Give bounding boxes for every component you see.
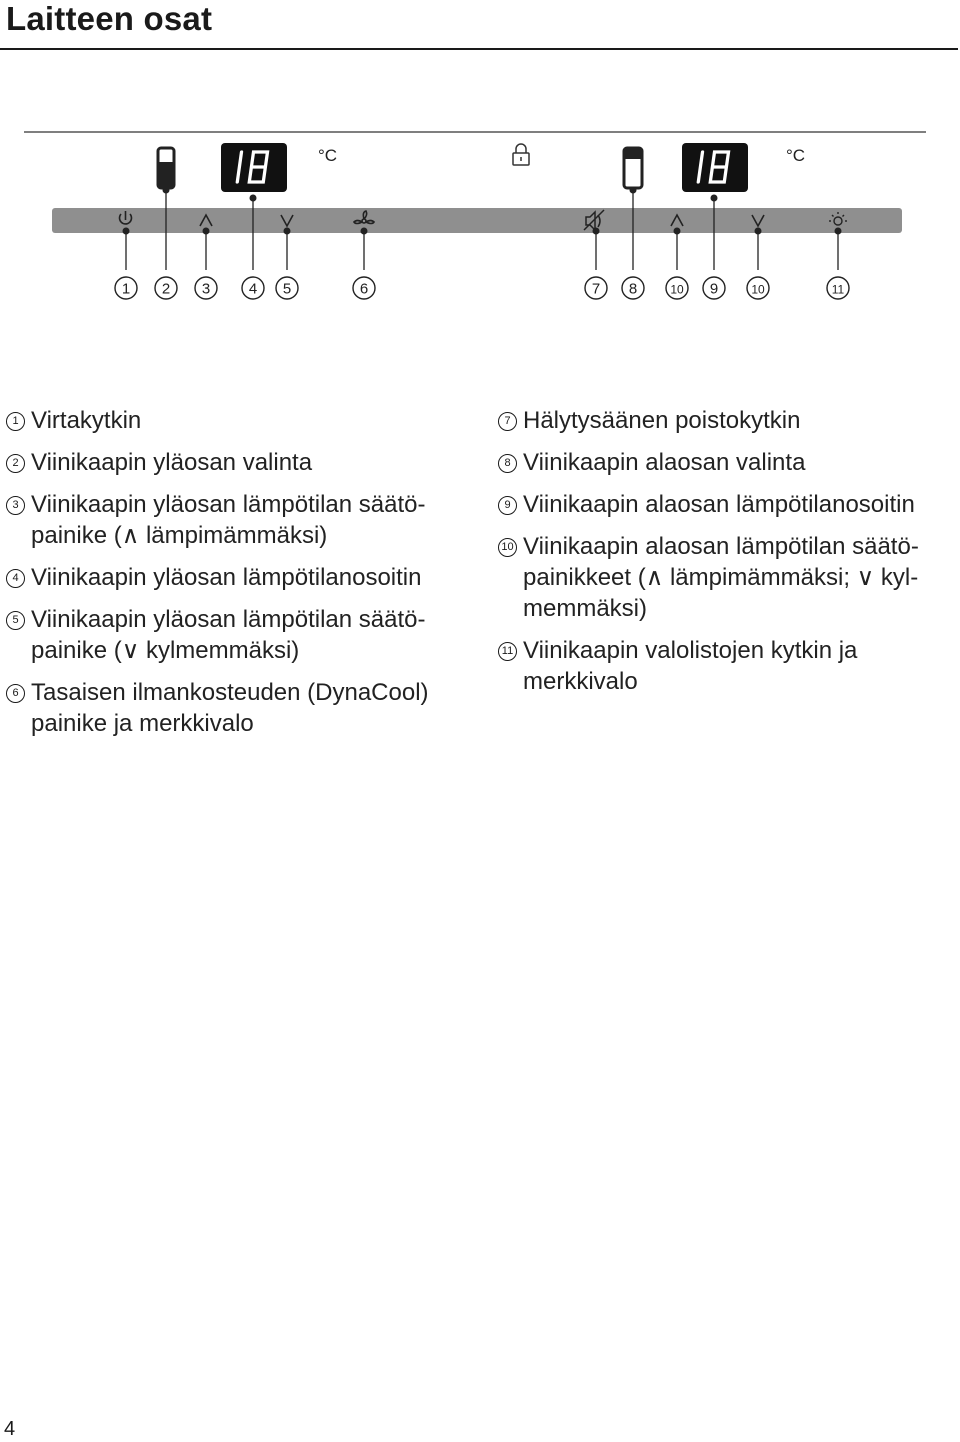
title-divider (0, 48, 958, 50)
legend-item-9 (498, 489, 958, 520)
callout-number: 11 (831, 282, 845, 297)
legend-text: Viinikaapin yläosan lämpötilan säätö- painike (∨ kylmemmäksi) (31, 606, 426, 664)
legend-text: Viinikaapin alaosan lämpötilan säätö- painikkeet (∧ lämpimämmäksi; ∨ kyl- memmäksi) (523, 533, 919, 622)
legend-item-11 (498, 635, 958, 697)
callout-marker: 5 (6, 611, 25, 630)
callout-number: 5 (282, 280, 292, 298)
callout-marker: 3 (6, 496, 25, 515)
lower-zone-indicator-icon (624, 148, 642, 188)
callout-number: 8 (628, 280, 638, 298)
legend-text: Tasaisen ilmankosteuden (DynaCool) painike ja merkkivalo (31, 679, 429, 737)
callout-marker: 1 (6, 412, 25, 431)
callout-marker: 7 (498, 412, 517, 431)
lower-celsius-unit: °C (786, 146, 806, 165)
callout-number: 2 (161, 280, 171, 298)
legend-item-6 (6, 677, 476, 739)
legend-text: Viinikaapin yläosan lämpötilan säätö- painike (∧ lämpimämmäksi) (31, 491, 426, 549)
legend-text: Viinikaapin alaosan lämpötilanosoitin (523, 491, 915, 518)
legend-item-2 (6, 447, 476, 478)
callout-number: 1 (121, 280, 131, 298)
legend-right-column (498, 405, 958, 708)
legend-text: Viinikaapin alaosan valinta (523, 449, 806, 476)
callout-marker: 8 (498, 454, 517, 473)
callout-number: 9 (709, 280, 719, 298)
control-panel-diagram (0, 120, 960, 310)
callout-marker: 11 (498, 642, 517, 661)
page-title: Laitteen osat (6, 0, 213, 37)
upper-zone-indicator-icon (158, 148, 174, 188)
callout-number: 6 (359, 280, 369, 298)
legend-item-5 (6, 604, 476, 666)
legend-item-7 (498, 405, 958, 436)
callout-number: 10 (670, 282, 684, 297)
callout-marker: 10 (498, 538, 517, 557)
legend-text: Viinikaapin yläosan valinta (31, 449, 313, 476)
page-number: 4 (4, 1418, 16, 1440)
legend-item-10 (498, 531, 958, 624)
callout-number: 3 (201, 280, 211, 298)
callout-number: 7 (591, 280, 601, 298)
legend-item-4 (6, 562, 476, 593)
callout-number: 4 (248, 280, 258, 298)
upper-celsius-unit: °C (318, 146, 338, 165)
callout-number: 10 (751, 282, 765, 297)
legend-text: Virtakytkin (31, 407, 142, 434)
legend-text: Viinikaapin yläosan lämpötilanosoitin (31, 564, 422, 591)
legend-item-3 (6, 489, 476, 551)
callout-marker: 9 (498, 496, 517, 515)
callout-marker: 2 (6, 454, 25, 473)
legend-item-8 (498, 447, 958, 478)
legend-item-1 (6, 405, 476, 436)
legend-text: Hälytysäänen poistokytkin (523, 407, 801, 434)
callout-numbers (115, 277, 849, 299)
callout-marker: 6 (6, 684, 25, 703)
control-strip (52, 208, 902, 233)
legend-text: Viinikaapin valolistojen kytkin ja merkkivalo (523, 637, 858, 695)
lock-icon (513, 144, 529, 165)
legend-left-column (6, 405, 476, 750)
callout-marker: 4 (6, 569, 25, 588)
